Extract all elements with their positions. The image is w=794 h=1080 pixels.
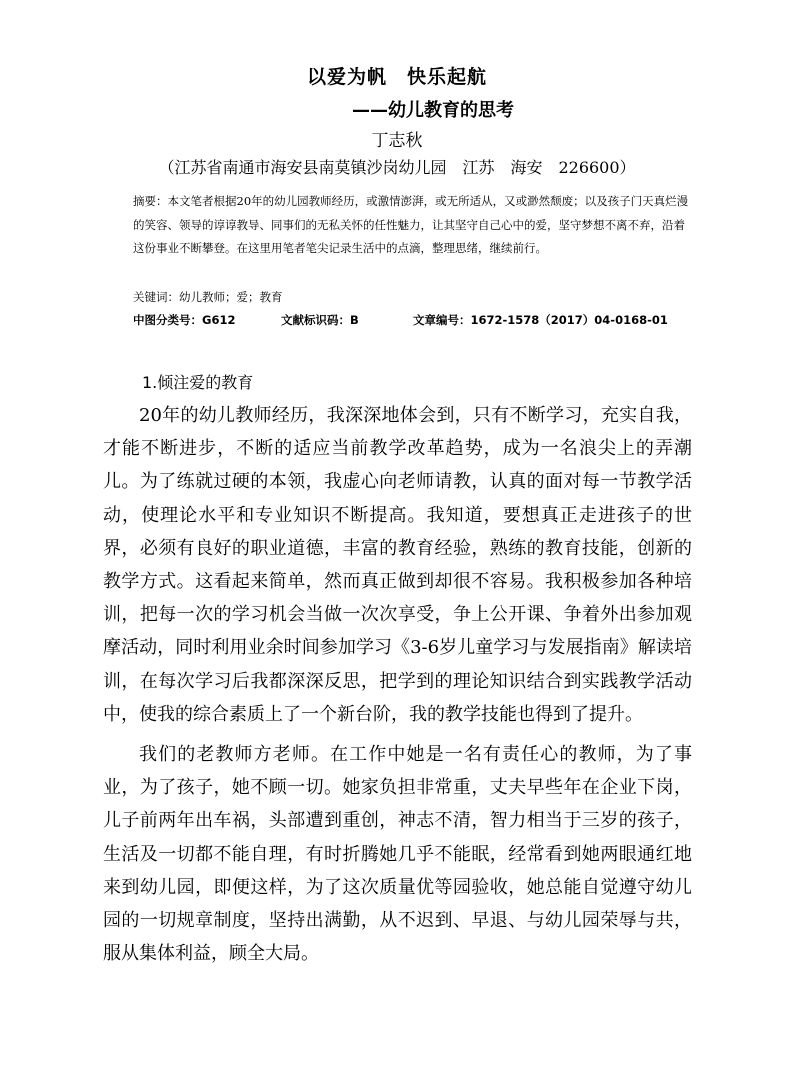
article-title: 以爱为帆 快乐起航	[306, 66, 487, 88]
document-code: 文献标识码：B	[281, 313, 359, 327]
article-number: 文章编号：1672-1578（2017）04-0168-01	[413, 313, 668, 327]
section-heading: 1.倾注爱的教育	[142, 373, 254, 392]
abstract-text: 摘要：本文笔者根据20年的幼儿园教师经历，或激情澎湃，或无所适从，又或渺然颓废；以及孩子门天真烂漫的笑容、领导的谆谆教导、同事们的无私关怀的任性魅力，让其坚守自己心中的爱，坚守梦想不离不弃，沿着这份事业不断攀登。在这里用笔者笔尖记录生活中的点滴，整理思绪，继续前行。	[133, 194, 689, 255]
article-subtitle: ——幼儿教育的思考	[352, 100, 514, 121]
author-affiliation: （江苏省南通市海安县南莫镇沙岗幼儿园 江苏 海安 226600）	[158, 158, 636, 177]
paragraph: 我们的老教师方老师。在工作中她是一名有责任心的教师，为了事业，为了孩子，她不顾一切。她家负担非常重，丈夫早些年在企业下岗，儿子前两年出车祸，头部遭到重创，神志不清，智力相当于三岁的孩子，生活及一切都不能自理，有时折腾她几乎不能眠，经常看到她两眼通红地来到幼儿园，即便这样，为了这次质量优等园验收，她总能自觉遵守幼儿园的一切规章制度，坚持出满勤，从不迟到、早退、与幼儿园荣辱与共，服从集体利益，顾全大局。	[103, 744, 692, 965]
abstract	[133, 190, 693, 261]
author-name: 丁志秋	[371, 131, 423, 151]
clc-number: 中图分类号：G612	[133, 313, 236, 327]
keywords: 关键词：幼儿教师；爱；教育	[133, 290, 283, 304]
paragraph: 20年的幼儿教师经历，我深深地体会到，只有不断学习，充实自我，才能不断进步，不断的适应当前教学改革趋势，成为一名浪尖上的弄潮儿。为了练就过硬的本领，我虚心向老师请教，认真的面对每一节教学活动，使理论水平和专业知识不断提高。我知道，要想真正走进孩子的世界，必须有良好的职业道德，丰富的教育经验，熟练的教育技能，创新的教学方式。这看起来简单，然而真正做到却很不容易。我积极参加各种培训，把每一次的学习机会当做一次次享受，争上公开课、争着外出参加观摩活动，同时利用业余时间参加学习《3-6岁儿童学习与发展指南》解读培训，在每次学习后我都深深反思，把学到的理论知识结合到实践教学活动中，使我的综合素质上了一个新台阶，我的教学技能也得到了提升。	[103, 405, 692, 725]
section-body	[103, 399, 692, 970]
classification-line	[133, 312, 693, 328]
